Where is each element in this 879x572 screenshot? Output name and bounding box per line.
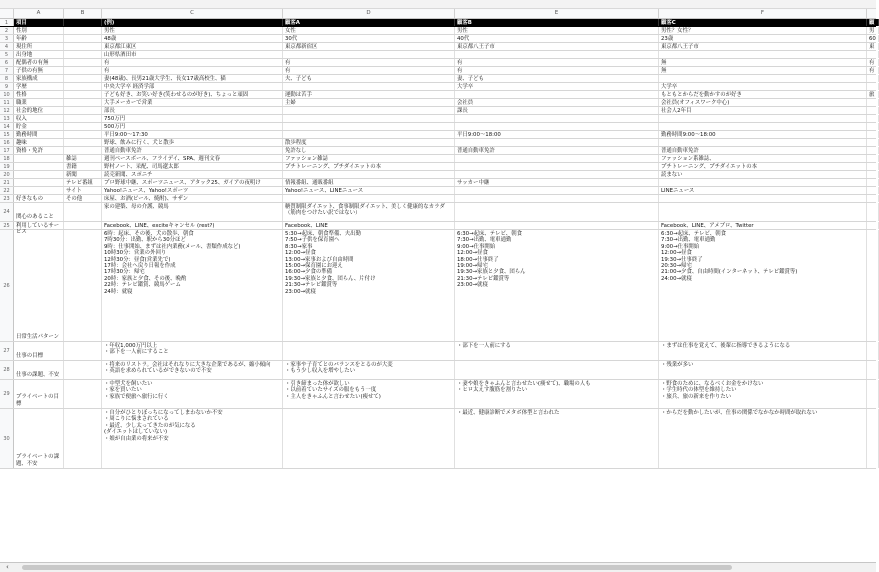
table-row	[0, 139, 876, 147]
cell-g[interactable]	[867, 179, 879, 186]
cell-a[interactable]: 利用しているサービス	[14, 222, 64, 229]
cell-c[interactable]: 有	[102, 67, 283, 74]
cell-e[interactable]: ・部下を一人前にする	[455, 342, 659, 360]
cell-e[interactable]: 有	[455, 59, 659, 66]
cell-d[interactable]	[283, 171, 455, 178]
cell-b[interactable]	[64, 147, 102, 154]
cell-g[interactable]	[867, 361, 879, 379]
table-row	[0, 230, 876, 342]
cell-e[interactable]: 課長	[455, 107, 659, 114]
cell-d[interactable]	[283, 83, 455, 90]
cell-c[interactable]: 男性	[102, 27, 283, 34]
cell-b[interactable]	[64, 19, 102, 26]
table-row	[0, 409, 876, 469]
cell-f[interactable]: 無	[659, 59, 867, 66]
table-row	[0, 107, 876, 115]
cell-g[interactable]	[867, 131, 879, 138]
cell-e[interactable]	[455, 155, 659, 162]
cell-b[interactable]	[64, 123, 102, 130]
cell-b[interactable]	[64, 131, 102, 138]
cell-d[interactable]	[283, 409, 455, 468]
column-header-c[interactable]: C	[102, 9, 283, 18]
cell-a[interactable]: 収入	[14, 115, 64, 122]
cell-c[interactable]: 大手メーカーで営業	[102, 99, 283, 106]
cell-f[interactable]	[659, 195, 867, 202]
cell-e[interactable]	[455, 139, 659, 146]
cell-a[interactable]: 社会的地位	[14, 107, 64, 114]
row-number[interactable]: 11	[0, 99, 14, 106]
cell-g[interactable]	[867, 222, 879, 229]
table-row	[0, 75, 876, 83]
cell-b[interactable]	[64, 115, 102, 122]
cell-d[interactable]: 東京都新宿区	[283, 43, 455, 50]
table-row	[0, 342, 876, 361]
cell-e[interactable]	[455, 203, 659, 221]
cell-e[interactable]: 大学卒	[455, 83, 659, 90]
cell-d[interactable]	[283, 51, 455, 58]
cell-d[interactable]: 情報番組、通販番組	[283, 179, 455, 186]
cell-f[interactable]	[659, 51, 867, 58]
column-header-e[interactable]: E	[455, 9, 659, 18]
cell-a[interactable]: 好きなもの	[14, 195, 64, 202]
cell-c[interactable]: ・年収1,000万円以上 ・部下を一人前にすること	[102, 342, 283, 360]
cell-c[interactable]: 妻(48歳)、長男21歳大学生、長女17歳高校生、猫	[102, 75, 283, 82]
table-row	[0, 27, 876, 35]
cell-e[interactable]: サッカー中継	[455, 179, 659, 186]
cell-b[interactable]	[64, 380, 102, 408]
row-number[interactable]: 29	[0, 380, 14, 408]
cell-b[interactable]: その他	[64, 195, 102, 202]
cell-f[interactable]	[659, 203, 867, 221]
cell-e[interactable]: 顧客B	[455, 19, 659, 26]
cell-a[interactable]: 学歴	[14, 83, 64, 90]
cell-e[interactable]	[455, 123, 659, 130]
cell-f[interactable]	[659, 75, 867, 82]
cell-d[interactable]: 30代	[283, 35, 455, 42]
cell-g[interactable]: 東	[867, 43, 879, 50]
cell-c[interactable]: ・自分がひとりぼっちになってしまわないか不安 ・周こりに悩まされている ・最近、少し太ってきたのが気になる (ダイエットはしていない) ・娘が自由業の将来が不安	[102, 409, 283, 468]
cell-g[interactable]	[867, 115, 879, 122]
row-number[interactable]: 13	[0, 115, 14, 122]
cell-b[interactable]	[64, 107, 102, 114]
cell-c[interactable]: 週刊ベースボール、フライデイ、SPA、週刊文春	[102, 155, 283, 162]
row-number[interactable]: 9	[0, 83, 14, 90]
cell-b[interactable]	[64, 139, 102, 146]
cell-f[interactable]: 会社員(オフィスワーク中心)	[659, 99, 867, 106]
row-number[interactable]: 4	[0, 43, 14, 50]
sheet-grid	[0, 19, 876, 562]
cell-e[interactable]: 平日9:00～18:00	[455, 131, 659, 138]
cell-b[interactable]	[64, 83, 102, 90]
cell-a[interactable]: 配偶者の有無	[14, 59, 64, 66]
table-row	[0, 187, 876, 195]
cell-c[interactable]: 48歳	[102, 35, 283, 42]
cell-c[interactable]: 有	[102, 59, 283, 66]
cell-c[interactable]: ・将来のリストラ。会社はそれなりに大きな企業であるが、縮小傾向 ・英語を求められているができないので不安	[102, 361, 283, 379]
cell-d[interactable]: 散歩程度	[283, 139, 455, 146]
cell-d[interactable]: 運動は苦手	[283, 91, 455, 98]
cell-b[interactable]: 新聞	[64, 171, 102, 178]
row-number[interactable]: 30	[0, 409, 14, 468]
cell-e[interactable]: 妻、子ども	[455, 75, 659, 82]
horizontal-scrollbar[interactable]	[22, 565, 732, 570]
cell-e[interactable]	[455, 171, 659, 178]
cell-b[interactable]	[64, 203, 102, 221]
cell-a[interactable]	[14, 171, 64, 178]
cell-c[interactable]: 部長	[102, 107, 283, 114]
cell-c[interactable]: 6時：起床、その後、犬の散歩、朝食 7時30分：出勤、駅から30分ほど 9時：仕事開始、まずは社内業務(メール、書類作成など) 10時30分：営業の外回り 12時30分：昼食(営業先で) 17時：会社へ戻り日報を作成 17時30分：帰宅 20時：家族と夕食、その後、晩酌 22時：テレビ鑑賞、競馬ゲーム 24時：就寝	[102, 230, 283, 341]
cell-d[interactable]: 有	[283, 59, 455, 66]
cell-a[interactable]: 子供の有無	[14, 67, 64, 74]
column-header-b[interactable]: B	[64, 9, 102, 18]
cell-b[interactable]	[64, 43, 102, 50]
cell-g[interactable]	[867, 163, 879, 170]
cell-d[interactable]: 免許なし	[283, 147, 455, 154]
cell-g[interactable]	[867, 409, 879, 468]
cell-g[interactable]	[867, 187, 879, 194]
table-row	[0, 163, 876, 171]
cell-b[interactable]	[64, 361, 102, 379]
table-row	[0, 131, 876, 139]
cell-e[interactable]	[455, 91, 659, 98]
cell-b[interactable]: 書籍	[64, 163, 102, 170]
cell-f[interactable]	[659, 115, 867, 122]
scroll-left-icon[interactable]: ‹	[6, 563, 9, 571]
cell-g[interactable]	[867, 171, 879, 178]
cell-a[interactable]: 出身地	[14, 51, 64, 58]
cell-g[interactable]	[867, 342, 879, 360]
cell-c[interactable]: 床屋、お酒(ビール、焼酎)、サザン	[102, 195, 283, 202]
cell-c[interactable]: 読売新聞、スポニチ	[102, 171, 283, 178]
cell-g[interactable]	[867, 107, 879, 114]
cell-b[interactable]: サイト	[64, 187, 102, 194]
cell-f[interactable]: ファッション系雑誌、	[659, 155, 867, 162]
table-row	[0, 115, 876, 123]
column-header-d[interactable]: D	[283, 9, 455, 18]
row-number[interactable]: 10	[0, 91, 14, 98]
cell-e[interactable]	[455, 361, 659, 379]
cell-g[interactable]	[867, 155, 879, 162]
cell-g[interactable]	[867, 51, 879, 58]
cell-b[interactable]	[64, 27, 102, 34]
cell-g[interactable]	[867, 83, 879, 90]
row-number[interactable]: 23	[0, 195, 14, 202]
row-number[interactable]: 7	[0, 67, 14, 74]
cell-g[interactable]	[867, 99, 879, 106]
table-row	[0, 195, 876, 203]
cell-d[interactable]: 有	[283, 67, 455, 74]
cell-g[interactable]	[867, 123, 879, 130]
cell-b[interactable]	[64, 409, 102, 468]
cell-a[interactable]: 資格・免許	[14, 147, 64, 154]
cell-g[interactable]	[867, 147, 879, 154]
cell-e[interactable]: 有	[455, 67, 659, 74]
row-number[interactable]: 15	[0, 131, 14, 138]
cell-d[interactable]: 主婦	[283, 99, 455, 106]
row-number[interactable]: 28	[0, 361, 14, 379]
row-number[interactable]: 27	[0, 342, 14, 360]
row-number[interactable]: 2	[0, 27, 14, 34]
table-row	[0, 35, 876, 43]
cell-b[interactable]	[64, 35, 102, 42]
cell-c[interactable]: 子ども好き、お笑い好き(笑わせるのが好き)、ちょっと頑固	[102, 91, 283, 98]
column-header-g[interactable]	[867, 9, 876, 18]
row-number[interactable]: 16	[0, 139, 14, 146]
cell-a[interactable]: プライベートの課題、不安	[14, 409, 64, 468]
cell-c[interactable]: ・中型犬を飼いたい ・家を買いたい ・家族で便旅へ旅行に行く	[102, 380, 283, 408]
cell-a[interactable]: 職業	[14, 99, 64, 106]
cell-d[interactable]	[283, 115, 455, 122]
cell-a[interactable]: 年齢	[14, 35, 64, 42]
table-row	[0, 222, 876, 236]
cell-c[interactable]: 野球、飲みに行く、犬と散歩	[102, 139, 283, 146]
cell-f[interactable]: 読まない	[659, 171, 867, 178]
cell-c[interactable]: 500万円	[102, 123, 283, 130]
cell-c[interactable]: 平日9:00～17:30	[102, 131, 283, 138]
table-row	[0, 51, 876, 59]
cell-a[interactable]: 趣味	[14, 139, 64, 146]
cell-d[interactable]: ・家事や子育てとのバランスをとるのが大変 ・もう少し収入を増やしたい	[283, 361, 455, 379]
table-row	[0, 91, 876, 99]
cell-e[interactable]	[455, 222, 659, 229]
cell-a[interactable]: 日常生活パターン	[14, 230, 64, 341]
cell-f[interactable]: 無	[659, 67, 867, 74]
cell-f[interactable]: 23歳	[659, 35, 867, 42]
cell-d[interactable]: 夫、子ども	[283, 75, 455, 82]
row-number[interactable]: 18	[0, 155, 14, 162]
cell-f[interactable]: ・まずは仕事を覚えて、後輩に指導できるようになる	[659, 342, 867, 360]
cell-e[interactable]: ・妻や娘をきゃふんと言わせたい(痩せて)、職場の人も ・ヒロ太えす腹筋を割りたい	[455, 380, 659, 408]
column-header-a[interactable]: A	[14, 9, 64, 18]
cell-a[interactable]: 性別	[14, 27, 64, 34]
cell-a[interactable]: 貯金	[14, 123, 64, 130]
cell-d[interactable]: 糖質制限ダイエット、食事制限ダイエット、美しく健康的なカラダ（筋肉をつけたい訳ではない）	[283, 203, 455, 221]
cell-f[interactable]	[659, 123, 867, 130]
cell-b[interactable]	[64, 99, 102, 106]
cell-c[interactable]: Yahoo!ニュース、Yahoo!スポーツ	[102, 187, 283, 194]
cell-a[interactable]: 項目	[14, 19, 64, 26]
cell-d[interactable]: 5:30→起床、朝食準備、夫出勤 7:50→子供を保育園へ 8:30→家事 12:00→昼食 13:00→家事および自由時間 15:00→保育園にお迎え 16:00→夕食の準備 19:30→家族と夕食、団らん、片付け 21:30→テレビ鑑賞等 23:00→就寝	[283, 230, 455, 341]
cell-f[interactable]: ・からだを動かしたいが、仕事の関係でなかなか時間が取れない	[659, 409, 867, 468]
row-number[interactable]: 19	[0, 163, 14, 170]
cell-f[interactable]: LINEニュース	[659, 187, 867, 194]
cell-g[interactable]	[867, 139, 879, 146]
cell-e[interactable]	[455, 115, 659, 122]
cell-a[interactable]: 仕事の目標	[14, 342, 64, 360]
header-row	[0, 19, 876, 27]
cell-a[interactable]: 勤務時間	[14, 131, 64, 138]
cell-d[interactable]: プチトレーニング、プチダイエットの本	[283, 163, 455, 170]
cell-e[interactable]	[455, 51, 659, 58]
cell-a[interactable]	[14, 163, 64, 170]
cell-g[interactable]	[867, 75, 879, 82]
cell-d[interactable]	[283, 123, 455, 130]
cell-e[interactable]	[455, 187, 659, 194]
cell-g[interactable]	[867, 380, 879, 408]
table-row	[0, 43, 876, 51]
cell-e[interactable]: ・最近、健康診断でメタボ体型と言われた	[455, 409, 659, 468]
cell-c[interactable]: 750万円	[102, 115, 283, 122]
cell-g[interactable]	[867, 195, 879, 202]
cell-g[interactable]: 旅	[867, 91, 879, 98]
cell-f[interactable]: プチトレーニング、プチダイエットの本	[659, 163, 867, 170]
cell-f[interactable]: もともとからだを動かすのが好き	[659, 91, 867, 98]
cell-a[interactable]	[14, 179, 64, 186]
select-all-corner[interactable]	[0, 9, 14, 18]
cell-a[interactable]: プライベートの目標	[14, 380, 64, 408]
table-row	[0, 361, 876, 380]
table-row	[0, 155, 876, 163]
row-number[interactable]: 8	[0, 75, 14, 82]
table-row	[0, 99, 876, 107]
cell-e[interactable]: 6:30→起床、テレビ、朝食 7:30→出勤、電車通勤 9:00→仕事開始 12:00→昼食 18:00→仕事終了 19:00→帰宅 19:30→家族と夕食、団らん 21:30→テレビ鑑賞等 23:00→就寝	[455, 230, 659, 341]
table-row	[0, 179, 876, 187]
row-number[interactable]: 3	[0, 35, 14, 42]
cell-c[interactable]: 野村ノート、采配、司馬遼太郎	[102, 163, 283, 170]
cell-d[interactable]: Facebook、LINE	[283, 222, 455, 229]
cell-c[interactable]: 山形県酒田市	[102, 51, 283, 58]
cell-a[interactable]: 現住所	[14, 43, 64, 50]
cell-a[interactable]: 家族構成	[14, 75, 64, 82]
table-row	[0, 147, 876, 155]
cell-d[interactable]: 顧客A	[283, 19, 455, 26]
cell-g[interactable]	[867, 203, 879, 221]
cell-g[interactable]: 男	[867, 27, 879, 34]
column-header-bar	[0, 9, 876, 19]
cell-d[interactable]: ・引き締まった体が欲しい ・以前着ていたサイズの服をもう一度 ・主人をきゃふんと言わせたい(痩せて)	[283, 380, 455, 408]
cell-e[interactable]: 普通自動車免許	[455, 147, 659, 154]
row-number[interactable]: 24	[0, 203, 14, 221]
cell-g[interactable]: 有	[867, 59, 879, 66]
cell-b[interactable]: 雑誌	[64, 155, 102, 162]
row-number[interactable]: 17	[0, 147, 14, 154]
cell-c[interactable]: 東京都江東区	[102, 43, 283, 50]
row-number[interactable]: 20	[0, 171, 14, 178]
cell-f[interactable]: ・野食のために、なるべくお金をかけない ・学生時代の体型を維持したい ・旅兵、旅の新来を作りたい	[659, 380, 867, 408]
row-number[interactable]: 26	[0, 230, 14, 341]
cell-f[interactable]: 普通自動車免許	[659, 147, 867, 154]
cell-f[interactable]	[659, 139, 867, 146]
cell-c[interactable]: 普通自動車免許	[102, 147, 283, 154]
row-number[interactable]: 25	[0, 222, 14, 229]
cell-e[interactable]: 会社員	[455, 99, 659, 106]
cell-a[interactable]: 関心のあること	[14, 203, 64, 221]
cell-f[interactable]: Facebook、LINE、アメブロ、Twitter	[659, 222, 867, 229]
cell-d[interactable]: 女性	[283, 27, 455, 34]
cell-b[interactable]	[64, 75, 102, 82]
cell-e[interactable]	[455, 163, 659, 170]
cell-d[interactable]: Yahoo!ニュース、LINEニュース	[283, 187, 455, 194]
cell-c[interactable]: プロ野球中継、スポーツニュース、アタック25、ガイアの夜明け	[102, 179, 283, 186]
cell-d[interactable]	[283, 107, 455, 114]
cell-f[interactable]: 東京都八王子市	[659, 43, 867, 50]
table-row	[0, 83, 876, 91]
cell-b[interactable]: テレビ番組	[64, 179, 102, 186]
row-number[interactable]: 12	[0, 107, 14, 114]
cell-c[interactable]: 家の建築、母の介護、競馬	[102, 203, 283, 221]
horizontal-scrollbar-area	[0, 562, 876, 572]
cell-g[interactable]: 有	[867, 67, 879, 74]
row-number[interactable]: 14	[0, 123, 14, 130]
cell-f[interactable]: 社会人2年目	[659, 107, 867, 114]
cell-g[interactable]	[867, 230, 879, 341]
table-row	[0, 123, 876, 131]
cell-d[interactable]	[283, 342, 455, 360]
cell-b[interactable]	[64, 91, 102, 98]
row-number[interactable]: 5	[0, 51, 14, 58]
cell-b[interactable]	[64, 59, 102, 66]
cell-b[interactable]	[64, 342, 102, 360]
cell-g[interactable]: 顧	[867, 19, 879, 26]
cell-f[interactable]: 大学卒	[659, 83, 867, 90]
table-row	[0, 171, 876, 179]
table-row	[0, 59, 876, 67]
table-row	[0, 380, 876, 409]
row-number[interactable]: 1	[0, 19, 14, 26]
cell-c[interactable]: Facebook、LINE、exciteキャンセル (rest?)	[102, 222, 283, 229]
table-row	[0, 203, 876, 222]
cell-f[interactable]: 男性？女性？	[659, 27, 867, 34]
column-header-f[interactable]: F	[659, 9, 867, 18]
cell-e[interactable]	[455, 195, 659, 202]
cell-f[interactable]: 顧客C	[659, 19, 867, 26]
cell-b[interactable]	[64, 222, 102, 229]
row-number[interactable]: 21	[0, 179, 14, 186]
table-row	[0, 67, 876, 75]
cell-a[interactable]: 仕事の課題、不安	[14, 361, 64, 379]
row-number[interactable]: 22	[0, 187, 14, 194]
cell-c[interactable]: (例)	[102, 19, 283, 26]
cell-b[interactable]	[64, 67, 102, 74]
cell-e[interactable]: 男性	[455, 27, 659, 34]
toolbar	[0, 0, 876, 9]
cell-c[interactable]: 中央大学卒 経済学部	[102, 83, 283, 90]
cell-f[interactable]: 勤務時間9:00～18:00	[659, 131, 867, 138]
cell-f[interactable]	[659, 179, 867, 186]
cell-a[interactable]: 性格	[14, 91, 64, 98]
cell-b[interactable]	[64, 51, 102, 58]
cell-e[interactable]: 40代	[455, 35, 659, 42]
cell-d[interactable]	[283, 195, 455, 202]
cell-g[interactable]: 60	[867, 35, 879, 42]
cell-a[interactable]	[14, 187, 64, 194]
cell-b[interactable]	[64, 230, 102, 341]
cell-f[interactable]: 6:30→起床、テレビ、朝食 7:30→出勤、電車通勤 9:00→仕事開始 12:00→昼食 19:30→仕事終了 20:30→帰宅 21:00→夕食、自由時間(インターネット、テレビ鑑賞等) 24:00→就寝	[659, 230, 867, 341]
cell-f[interactable]: ・残業が多い	[659, 361, 867, 379]
cell-a[interactable]	[14, 155, 64, 162]
cell-e[interactable]: 東京都八王子市	[455, 43, 659, 50]
row-number[interactable]: 6	[0, 59, 14, 66]
cell-d[interactable]: ファッション雑誌	[283, 155, 455, 162]
cell-d[interactable]	[283, 131, 455, 138]
